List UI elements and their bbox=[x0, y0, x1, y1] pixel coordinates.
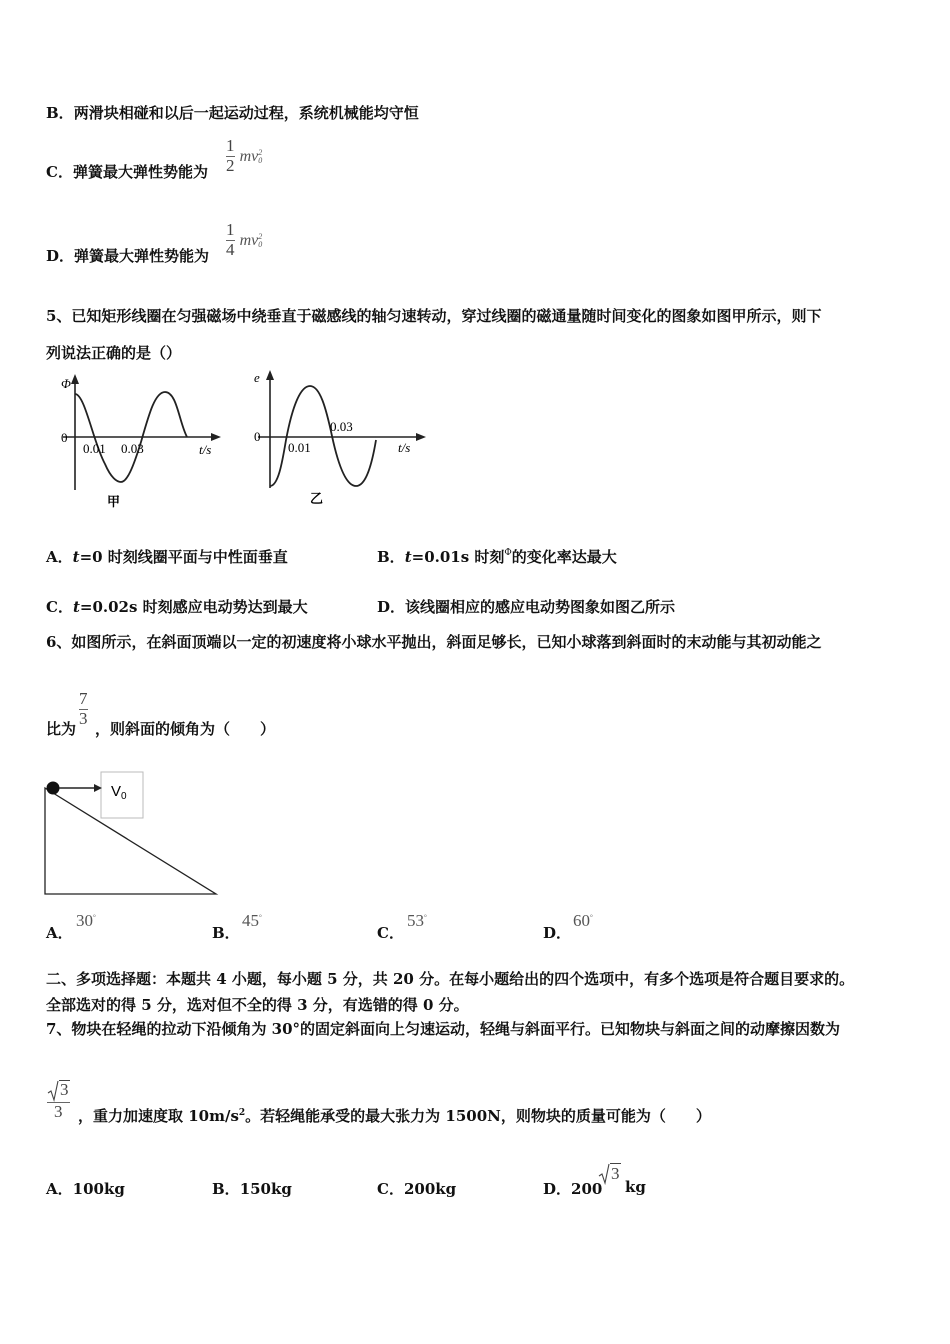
q5-option-c: C．t=0.02s 时刻感应电动势达到最大 bbox=[46, 598, 308, 616]
q7-option-a: A．100kg bbox=[46, 1180, 125, 1198]
graph-yi-xlabel: t/s bbox=[398, 440, 411, 455]
graph-jia-xlabel: t/s bbox=[199, 442, 212, 457]
q7-option-d: D．200 bbox=[543, 1180, 603, 1198]
graph-yi-caption: 乙 bbox=[310, 491, 324, 506]
velocity-label: V bbox=[111, 783, 122, 800]
graph-yi-origin: 0 bbox=[254, 429, 261, 444]
q7-option-d-sqrt: 3 bbox=[598, 1163, 621, 1190]
sqrt-sign bbox=[598, 1163, 610, 1185]
graph-yi-tick2: 0.03 bbox=[330, 419, 353, 434]
q6-stem-line1: 6、如图所示，在斜面顶端以一定的初速度将小球水平抛出，斜面足够长，已知小球落到斜面时的末动能与其初动能之 bbox=[46, 633, 822, 651]
q6-option-a: A． bbox=[46, 924, 73, 942]
q7-stem-line1: 7、物块在轻绳的拉动下沿倾角为 30°的固定斜面向上匀速运动，轻绳与斜面平行。已知物块与斜面之间的动摩擦因数为 bbox=[46, 1020, 841, 1038]
q5-option-a: A．t=0 时刻线圈平面与中性面垂直 bbox=[46, 548, 288, 566]
q4-option-b: B．两滑块相碰和以后一起运动过程，系统机械能均守恒 bbox=[46, 104, 419, 122]
q6-option-d: D． bbox=[543, 924, 572, 942]
graph-jia-ylabel: Φ bbox=[61, 376, 71, 391]
velocity-sub: 0 bbox=[121, 791, 127, 802]
graph-yi-ylabel: e bbox=[254, 370, 260, 385]
q5-stem-line2: 列说法正确的是（） bbox=[46, 344, 182, 362]
ball bbox=[47, 782, 60, 795]
q7-option-b: B．150kg bbox=[212, 1180, 292, 1198]
q6-option-b: B． bbox=[212, 924, 240, 942]
fraction: $\frac{1}{4}$ bbox=[226, 220, 235, 259]
graph-jia-tick1: 0.01 bbox=[83, 441, 106, 456]
incline-figure bbox=[40, 768, 230, 898]
q7-option-d-unit: kg bbox=[625, 1178, 646, 1196]
q6-option-d-value: 60° bbox=[573, 911, 593, 930]
q6-option-a-value: 30° bbox=[76, 911, 96, 930]
q6-option-b-value: 45° bbox=[242, 911, 262, 930]
q7-option-c: C．200kg bbox=[377, 1180, 457, 1198]
graph-jia-tick2: 0.03 bbox=[121, 441, 144, 456]
q7-mu-fraction: $\frac{3}{3}$ bbox=[47, 1080, 70, 1122]
q4-option-c: C．弹簧最大弹性势能为 bbox=[46, 163, 208, 181]
q6-option-c: C． bbox=[377, 924, 404, 942]
q4-option-d-formula: $\frac{1}{4}$ mv 2 0 bbox=[226, 220, 263, 259]
fraction: $\frac{1}{2}$ bbox=[226, 136, 235, 175]
graph-jia bbox=[55, 372, 230, 512]
phi-symbol: Φ bbox=[504, 548, 512, 558]
q6-stem-post: ，则斜面的倾角为（ ） bbox=[95, 720, 276, 738]
q5-option-b: B．t=0.01s 时刻$^\Phi$的变化率达最大 bbox=[377, 548, 617, 566]
section2-line1: 二、多项选择题：本题共 4 小题，每小题 5 分，共 20 分。在每小题给出的四个选项中，有多个选项是符合题目要求的。 bbox=[46, 970, 855, 988]
section2-line2: 全部选对的得 5 分，选对但不全的得 3 分，有选错的得 0 分。 bbox=[46, 996, 469, 1014]
q6-stem-pre: 比为 bbox=[46, 720, 77, 738]
graph-jia-caption: 甲 bbox=[107, 494, 121, 509]
sqrt-sign bbox=[47, 1080, 59, 1102]
q6-option-c-value: 53° bbox=[407, 911, 427, 930]
q4-option-d: D．弹簧最大弹性势能为 bbox=[46, 247, 210, 265]
q4-option-c-formula: $\frac{1}{2}$ mv 2 0 bbox=[226, 136, 263, 175]
graph-jia-origin: 0 bbox=[61, 430, 68, 445]
q5-stem-line1: 5、已知矩形线圈在匀强磁场中绕垂直于磁感线的轴匀速转动，穿过线圈的磁通量随时间变化的图象如图甲所示，则下 bbox=[46, 307, 822, 325]
q7-stem-line2: ，重力加速度取 $10m/s^2$。若轻绳能承受的最大张力为 1500N，则物块的质量可能为（ ） bbox=[78, 1107, 711, 1125]
graph-yi bbox=[248, 368, 438, 513]
graph-yi-tick1: 0.01 bbox=[288, 440, 311, 455]
q6-ratio: $\frac{7}{3}$ bbox=[79, 689, 88, 728]
q5-option-d: D．该线圈相应的感应电动势图象如图乙所示 bbox=[377, 598, 676, 616]
